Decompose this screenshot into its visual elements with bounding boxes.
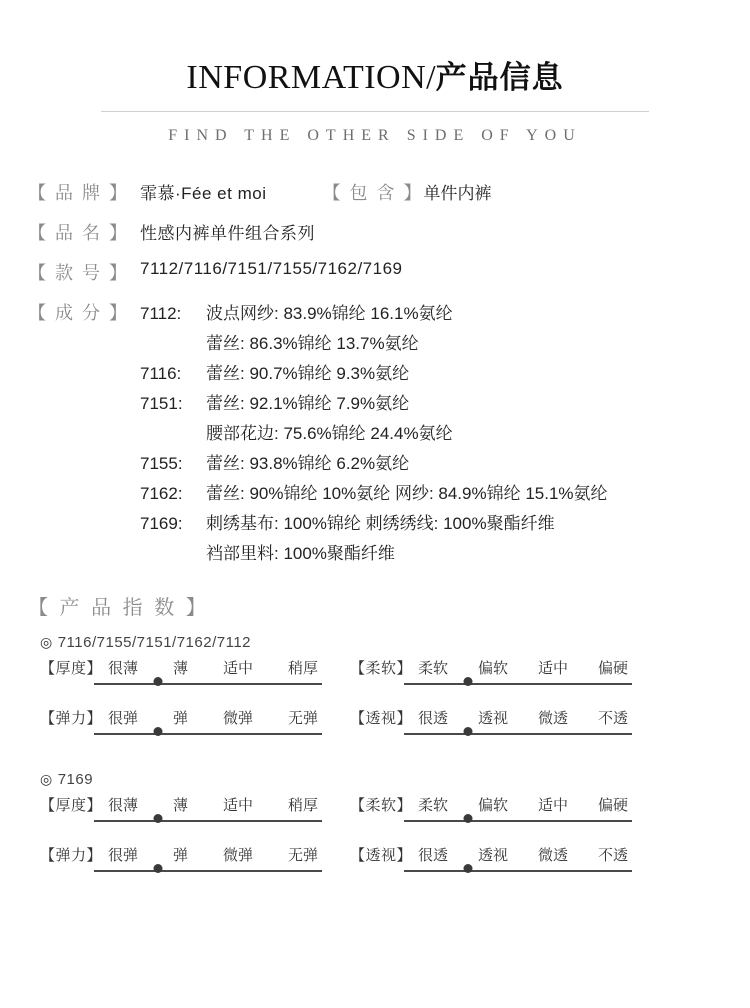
scale-option: 无弹 <box>287 710 318 727</box>
scale-option: 稍厚 <box>287 660 318 677</box>
composition-item <box>140 299 608 359</box>
scale-option: 弹 <box>173 847 189 864</box>
scale-marker <box>153 727 162 736</box>
scale-label: 【柔软】 <box>350 797 413 814</box>
scale-option: 不透 <box>597 710 628 727</box>
scale-option: 透视 <box>478 847 509 864</box>
product-name-label: 【 品 名 】 <box>28 223 130 243</box>
index-group-name: 7169 <box>57 771 94 788</box>
scale-option: 很透 <box>418 710 449 727</box>
info-row-model <box>28 259 750 285</box>
scale-transparency <box>350 707 660 735</box>
scale-option: 适中 <box>222 797 253 814</box>
scale-label: 【透视】 <box>350 847 413 864</box>
model-value: 7112/7116/7151/7155/7162/7169 <box>140 259 403 278</box>
scale-option: 适中 <box>222 660 253 677</box>
composition-text: 波点网纱: 83.9%锦纶 16.1%氨纶 <box>206 304 453 323</box>
composition-item <box>140 389 608 449</box>
index-group <box>0 634 750 757</box>
scale-marker <box>153 677 162 686</box>
scale-option: 很薄 <box>108 797 139 814</box>
scale-option: 偏软 <box>478 660 509 677</box>
index-scale-column-left <box>40 657 350 757</box>
scale-track <box>404 733 632 735</box>
scale-option: 偏硬 <box>597 797 628 814</box>
index-group <box>0 771 750 894</box>
info-row-composition <box>28 299 750 569</box>
scale-elasticity <box>40 844 350 872</box>
scale-option: 适中 <box>537 797 568 814</box>
composition-item <box>140 509 608 569</box>
info-row-name <box>28 219 750 245</box>
composition-subtext: 腰部花边: 75.6%锦纶 24.4%氨纶 <box>206 424 453 443</box>
scale-marker <box>153 814 162 823</box>
scale-marker <box>463 677 472 686</box>
info-row-brand <box>28 179 750 205</box>
scale-thickness <box>40 657 350 685</box>
scale-option: 很薄 <box>108 660 139 677</box>
title-separator: / <box>426 59 436 96</box>
scale-option: 偏软 <box>478 797 509 814</box>
circle-marker-icon: ◎ <box>40 634 53 650</box>
scale-track <box>94 870 322 872</box>
composition-text: 蕾丝: 93.8%锦纶 6.2%氨纶 <box>206 454 410 473</box>
composition-subtext: 裆部里料: 100%聚酯纤维 <box>206 544 395 563</box>
scale-softness <box>350 794 660 822</box>
scale-option: 适中 <box>537 660 568 677</box>
circle-marker-icon: ◎ <box>40 771 53 787</box>
page-header <box>0 0 750 145</box>
scale-track <box>404 820 632 822</box>
scale-option: 无弹 <box>287 847 318 864</box>
scale-transparency <box>350 844 660 872</box>
scale-option: 薄 <box>173 660 189 677</box>
index-group-header <box>40 771 750 788</box>
include-value: 单件内裤 <box>423 184 492 203</box>
scale-elasticity <box>40 707 350 735</box>
scale-label: 【厚度】 <box>40 660 103 677</box>
scale-option: 很弹 <box>108 847 139 864</box>
composition-subtext: 蕾丝: 86.3%锦纶 13.7%氨纶 <box>206 334 419 353</box>
model-label: 【 款 号 】 <box>28 263 130 283</box>
scale-marker <box>153 864 162 873</box>
scale-track <box>404 683 632 685</box>
scale-marker <box>463 727 472 736</box>
page-title <box>0 52 750 97</box>
scale-option: 不透 <box>597 847 628 864</box>
scale-option: 微透 <box>537 710 568 727</box>
scale-option: 微弹 <box>222 847 253 864</box>
scale-option: 弹 <box>173 710 189 727</box>
index-scale-column-right <box>350 657 660 757</box>
include-label: 【 包 含 】 <box>322 183 424 203</box>
scale-option: 柔软 <box>418 797 449 814</box>
scale-softness <box>350 657 660 685</box>
composition-text: 蕾丝: 90.7%锦纶 9.3%氨纶 <box>206 364 410 383</box>
index-scale-column-left <box>40 794 350 894</box>
index-scales-row <box>40 657 750 757</box>
scale-label: 【弹力】 <box>40 847 103 864</box>
title-english: INFORMATION <box>186 59 427 96</box>
scale-label: 【柔软】 <box>350 660 413 677</box>
composition-item <box>140 479 608 509</box>
scale-track <box>404 870 632 872</box>
composition-text: 蕾丝: 90%锦纶 10%氨纶 网纱: 84.9%锦纶 15.1%氨纶 <box>206 484 608 503</box>
scale-option: 稍厚 <box>287 797 318 814</box>
index-scales-row <box>40 794 750 894</box>
composition-text: 蕾丝: 92.1%锦纶 7.9%氨纶 <box>206 394 410 413</box>
product-info-block <box>0 179 750 569</box>
composition-code: 7116: <box>140 364 182 383</box>
scale-track <box>94 820 322 822</box>
scale-option: 微弹 <box>222 710 253 727</box>
composition-code: 7155: <box>140 454 183 473</box>
brand-label: 【 品 牌 】 <box>28 183 130 203</box>
scale-option: 偏硬 <box>597 660 628 677</box>
product-name-value: 性感内裤单件组合系列 <box>140 224 315 243</box>
title-divider <box>101 111 649 112</box>
scale-label: 【透视】 <box>350 710 413 727</box>
brand-value: 霏慕·Fée et moi <box>140 184 267 203</box>
scale-option: 柔软 <box>418 660 449 677</box>
index-group-header <box>40 634 750 651</box>
composition-code: 7151: <box>140 394 183 413</box>
scale-thickness <box>40 794 350 822</box>
title-chinese: 产品信息 <box>435 60 564 95</box>
composition-item <box>140 449 608 479</box>
scale-track <box>94 733 322 735</box>
scale-track <box>94 683 322 685</box>
scale-label: 【厚度】 <box>40 797 103 814</box>
product-index-title: 【 产 品 指 数 】 <box>28 597 209 619</box>
scale-marker <box>463 864 472 873</box>
composition-code: 7169: <box>140 514 183 533</box>
index-scale-column-right <box>350 794 660 894</box>
scale-option: 很弹 <box>108 710 139 727</box>
scale-option: 很透 <box>418 847 449 864</box>
composition-label: 【 成 分 】 <box>28 303 130 323</box>
scale-label: 【弹力】 <box>40 710 103 727</box>
scale-marker <box>463 814 472 823</box>
composition-item <box>140 359 608 389</box>
scale-option: 微透 <box>537 847 568 864</box>
composition-code: 7162: <box>140 484 183 503</box>
composition-text: 刺绣基布: 100%锦纶 刺绣绣线: 100%聚酯纤维 <box>206 514 555 533</box>
scale-option: 薄 <box>173 797 189 814</box>
page-subtitle: FIND THE OTHER SIDE OF YOU <box>168 127 582 144</box>
scale-option: 透视 <box>478 710 509 727</box>
composition-code: 7112: <box>140 304 182 323</box>
composition-list <box>140 299 608 569</box>
index-group-name: 7116/7155/7151/7162/7112 <box>57 634 252 651</box>
